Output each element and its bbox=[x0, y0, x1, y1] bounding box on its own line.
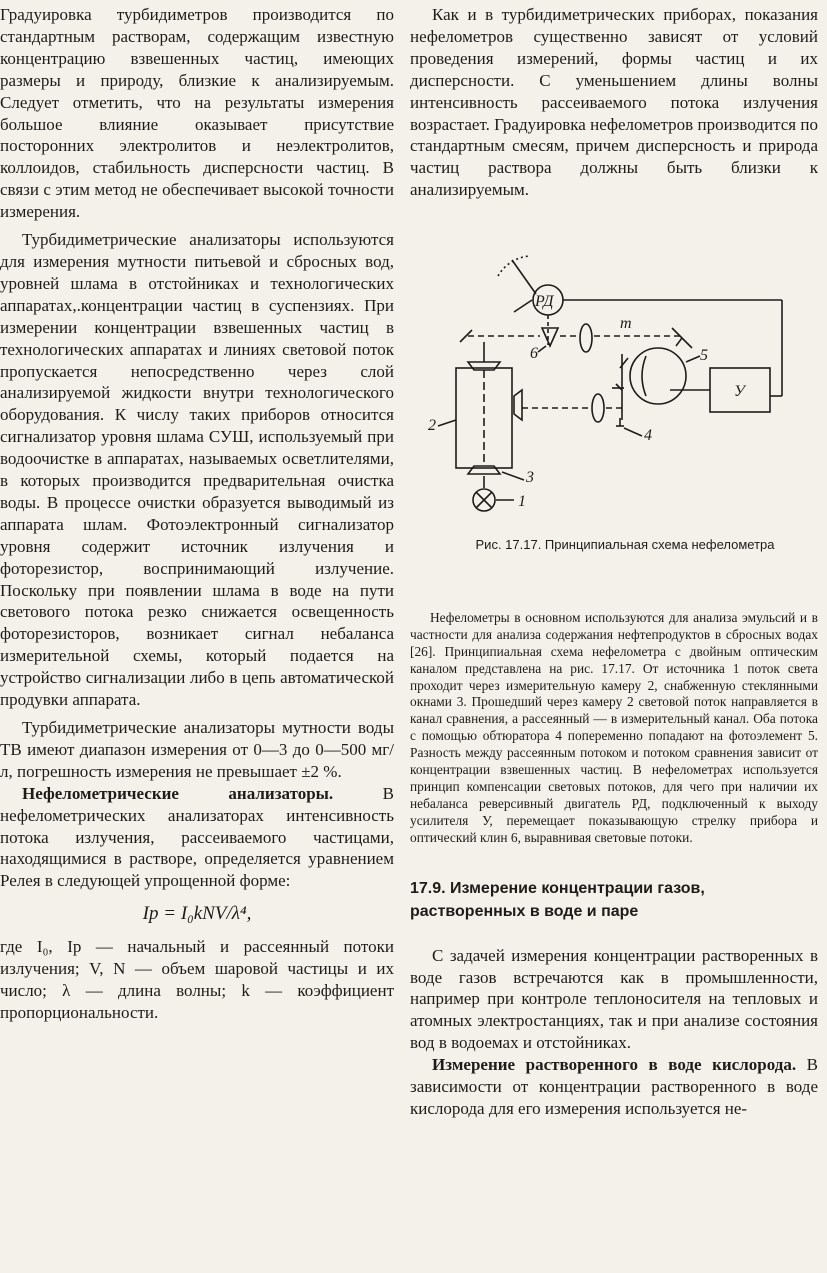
paragraph: Как и в турбидиметрических приборах, показания нефелометров существенно зависят от условий проведения измерений, формы частиц и их дисперсности. С уменьшением длины волны интенсивность рассеиваемого потока излучения возрастает. Градуировка нефелометров производится по стандартным смесям, причем дисперсность и природа частиц раствора должны быть близки к анализируемым. bbox=[410, 5, 818, 200]
paragraph bbox=[0, 783, 394, 893]
paragraph: Турбидиметрические анализаторы используются для измерения мутности питьевой и сбросных вод, уровней шлама в отстойниках и технологических аппаратах,.концентрации частиц в суспензиях. При измерении концентрации взвешенных частиц в технологических аппаратах и линиях световой поток пропускается непосредственно через слой анализируемой жидкости внутри технологического оборудования. К числу таких приборов относится сигнализатор уровня шлама СУШ, используемый при водоочистке в аппаратах, называемых осветлителями, в которых производится предварительная очистка воды. В процессе очистки образуется выводимый из аппарата шлам. Фотоэлектронный сигнализатор уровня содержит источник излучения и фоторезистор, воспринимающий излучение. Поскольку при появлении шлама в воде на пути светового потока резко снижается освещенность фоторезисторов, возникает сигнал небаланса измерительной схемы, который подается на устройство сигнализации либо в цепь автоматической продувки аппарата. bbox=[0, 230, 394, 710]
u-label: У bbox=[734, 383, 745, 400]
label-5: 5 bbox=[700, 347, 708, 364]
nephelometer-diagram bbox=[410, 250, 818, 528]
paragraph: С задачей измерения концентрации растворенных в воде газов встречаются как в промышленности, например при контроле теплоносителя на тепловых и атомных электростанциях, так и при анализе состояния вод в водоемах и отстойниках. bbox=[410, 945, 818, 1053]
paragraph-text: В нефелометрических анализаторах интенсивность потока излучения, рассеиваемого частицами, находящимися в растворе, определяется уравнением Релея в следующей упрощенной форме: bbox=[0, 783, 394, 891]
paragraph: Нефелометры в основном используются для анализа эмульсий и в частности для анализа содержания нефтепродуктов в сбросных водах [26]. Принципиальная схема нефелометра с двойным оптическим каналом представлена на рис. 17.17. От источника 1 поток света проходит через измерительную камеру 2, снабженную стеклянными окнами 3. Прошедший через камеру 2 световой поток направляется в канал сравнения, а рассеянный — в измерительный канал. Оба потока с помощью обтюратора 4 попеременно попадают на фотоэлемент 5. Разность между рассеянным потоком и потоком сравнения зависит от концентрации взвешенных частиц. В нефелометрах используется принцип компенсации световых потоков, для чего при наличии их небаланса реверсивный двигатель РД, подключенный к выходу усилителя У, перемещает показывающую стрелку прибора и оптический клин 6, выравнивая световые потоки. bbox=[410, 609, 818, 845]
label-6: 6 bbox=[530, 345, 538, 362]
paragraph-text: В зависимости от концентрации растворенного в воде кислорода для его измерения используется не- bbox=[410, 1055, 818, 1118]
bold-lead: Измерение растворенного в воде кислорода. bbox=[432, 1055, 797, 1075]
paragraph: Турбидиметрические анализаторы мутности воды ТВ имеют диапазон измерения от 0—3 до 0—500 мг/л, погрешность измерения не превышает ±2 %. bbox=[0, 718, 394, 781]
paragraph: где I₀, Iр — начальный и рассеянный потоки излучения; V, N — объем шаровой частицы и их число; λ — длина волны; k — коэффициент пропорциональности. bbox=[0, 937, 394, 1022]
right-column bbox=[410, 0, 818, 201]
formula: Iр = I₀kNV/λ⁴, bbox=[142, 903, 252, 925]
svg-text:т: т bbox=[620, 315, 632, 332]
label-2: 2 bbox=[428, 417, 436, 434]
section-heading: 17.9. Измерение концентрации газов, растворенных в воде и паре bbox=[410, 879, 705, 920]
paragraph bbox=[410, 1054, 818, 1120]
label-4: 4 bbox=[644, 427, 652, 444]
label-3: 3 bbox=[526, 469, 534, 486]
right-column-lower bbox=[410, 534, 818, 1120]
bold-lead: Нефелометрические анализаторы. bbox=[22, 783, 334, 803]
left-column bbox=[0, 0, 394, 1024]
small-text-block bbox=[410, 610, 818, 847]
paragraph: Градуировка турбидиметров производится по стандартным растворам, содержащим известную концентрацию взвешенных частиц, имеющих размеры и природу, близкие к анализируемым. Следует отметить, что на результаты измерения большое влияние оказывает присутствие посторонних электролитов и неэлектролитов, коллоидов, стабильность дисперсности частиц. В связи с этим метод не обеспечивает высокой точности измерения. bbox=[0, 5, 394, 222]
figure-caption: Рис. 17.17. Принципиальная схема нефелометра bbox=[475, 537, 775, 552]
label-1: 1 bbox=[518, 493, 526, 510]
rd-label: РД bbox=[535, 293, 554, 310]
